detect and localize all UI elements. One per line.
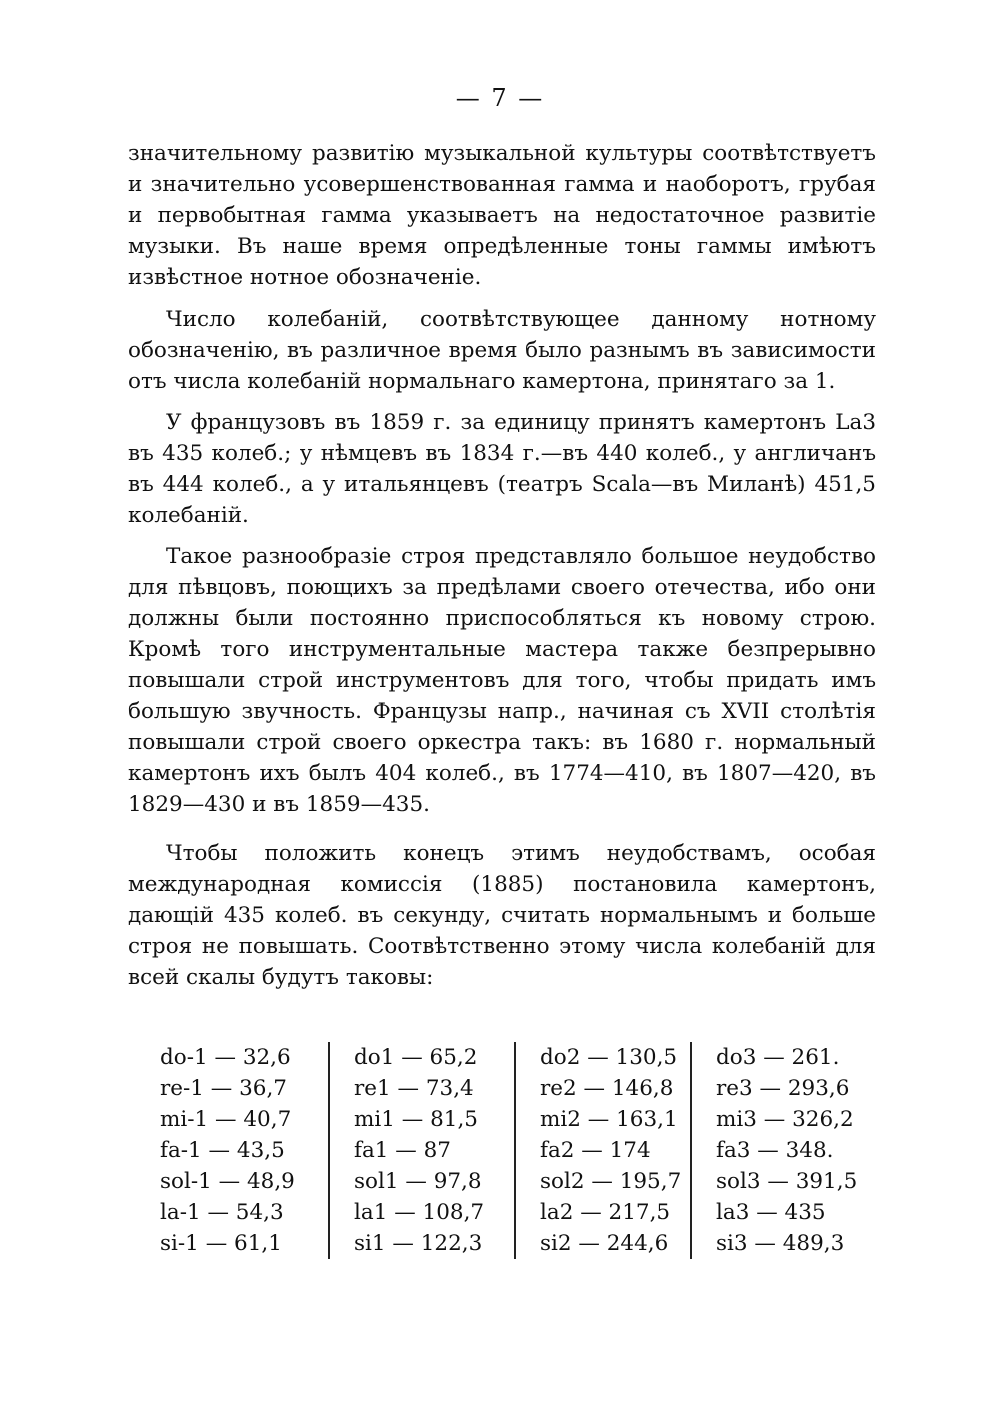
scale-entry: si1 — 122,3: [354, 1231, 483, 1256]
scale-entry: fa1 — 87: [354, 1138, 451, 1163]
scale-entry: do-1 — 32,6: [160, 1045, 291, 1070]
scale-entry: la2 — 217,5: [540, 1200, 671, 1225]
scale-entry: re2 — 146,8: [540, 1076, 674, 1101]
scale-entry: la-1 — 54,3: [160, 1200, 284, 1225]
scale-column-octave-3: [690, 1042, 856, 1259]
scale-entry: sol1 — 97,8: [354, 1169, 482, 1194]
paragraph-continuation: [128, 138, 876, 293]
scale-entry: fa-1 — 43,5: [160, 1138, 285, 1163]
scale-entry: do2 — 130,5: [540, 1045, 678, 1070]
scale-entry: si-1 — 61,1: [160, 1231, 282, 1256]
scale-entry: mi2 — 163,1: [540, 1107, 678, 1132]
scale-entry: la3 — 435: [716, 1200, 826, 1225]
scale-entry: sol2 — 195,7: [540, 1169, 682, 1194]
scale-entry: re1 — 73,4: [354, 1076, 474, 1101]
scale-column-octave-minus-1: [160, 1042, 328, 1259]
paragraph-tuning-diversity: [128, 541, 876, 820]
scale-entry: si2 — 244,6: [540, 1231, 669, 1256]
paragraph-text: значительному развитію музыкальной культуры соотвѣтствуетъ и значительно усовершенствованная гамма и наоборотъ, грубая и первобытная гамма указываетъ на недостаточное развитіе музыки. Въ наше время опредѣленные тоны гаммы имѣютъ извѣстное нотное обозначеніе.: [128, 141, 876, 290]
paragraph-tuning-forks: [128, 407, 876, 531]
scale-entry: mi1 — 81,5: [354, 1107, 478, 1132]
scale-entry: fa3 — 348.: [716, 1138, 834, 1163]
scale-entry: re3 — 293,6: [716, 1076, 850, 1101]
paragraph-international-commission: [128, 838, 876, 993]
scale-entry: mi-1 — 40,7: [160, 1107, 292, 1132]
paragraph-text: Такое разнообразіе строя представляло большое неудобство для пѣвцовъ, поющихъ за предѣлами своего отечества, ибо они должны были постоянно приспособляться къ новому строю. Кромѣ того инструментальные мастера также безпрерывно повышали строй инструментовъ для того, чтобы придать имъ большую звучность. Французы напр., начиная съ XVII столѣтія повышали строй своего оркестра такъ: въ 1680 г. нормальный камертонъ ихъ былъ 404 колеб., въ 1774—410, въ 1807—420, въ 1829—430 и въ 1859—435.: [128, 544, 876, 817]
scale-entry: la1 — 108,7: [354, 1200, 485, 1225]
scale-entry: re-1 — 36,7: [160, 1076, 287, 1101]
scale-entry: si3 — 489,3: [716, 1231, 845, 1256]
scale-entry: do1 — 65,2: [354, 1045, 478, 1070]
scale-column-octave-2: [514, 1042, 690, 1259]
page-number: — 7 —: [455, 84, 545, 112]
frequency-scale-table: [160, 1042, 858, 1259]
scale-entry: do3 — 261.: [716, 1045, 840, 1070]
paragraph-text: Число колебаній, соотвѣтствующее данному нотному обозначенію, въ различное время было разнымъ въ зависимости отъ числа колебаній нормальнаго камертона, принятаго за 1.: [128, 307, 876, 394]
paragraph-text: У французовъ въ 1859 г. за единицу принятъ камертонъ La3 въ 435 колеб.; у нѣмцевъ въ 1834 г.—въ 440 колеб., у англичанъ въ 444 колеб., а у итальянцевъ (театръ Scala—въ Миланѣ) 451,5 колебаній.: [128, 410, 876, 528]
scale-entry: fa2 — 174: [540, 1138, 651, 1163]
scale-entry: sol3 — 391,5: [716, 1169, 858, 1194]
scale-column-octave-1: [328, 1042, 514, 1259]
paragraph-text: Чтобы положить конецъ этимъ неудобствамъ, особая международная комиссія (1885) постановила камертонъ, дающій 435 колеб. въ секунду, считать нормальнымъ и больше строя не повышать. Соотвѣтственно этому числа колебаній для всей скалы будутъ таковы:: [128, 841, 876, 990]
scale-entry: sol-1 — 48,9: [160, 1169, 295, 1194]
paragraph-oscillation-number: [128, 304, 876, 397]
scale-entry: mi3 — 326,2: [716, 1107, 854, 1132]
